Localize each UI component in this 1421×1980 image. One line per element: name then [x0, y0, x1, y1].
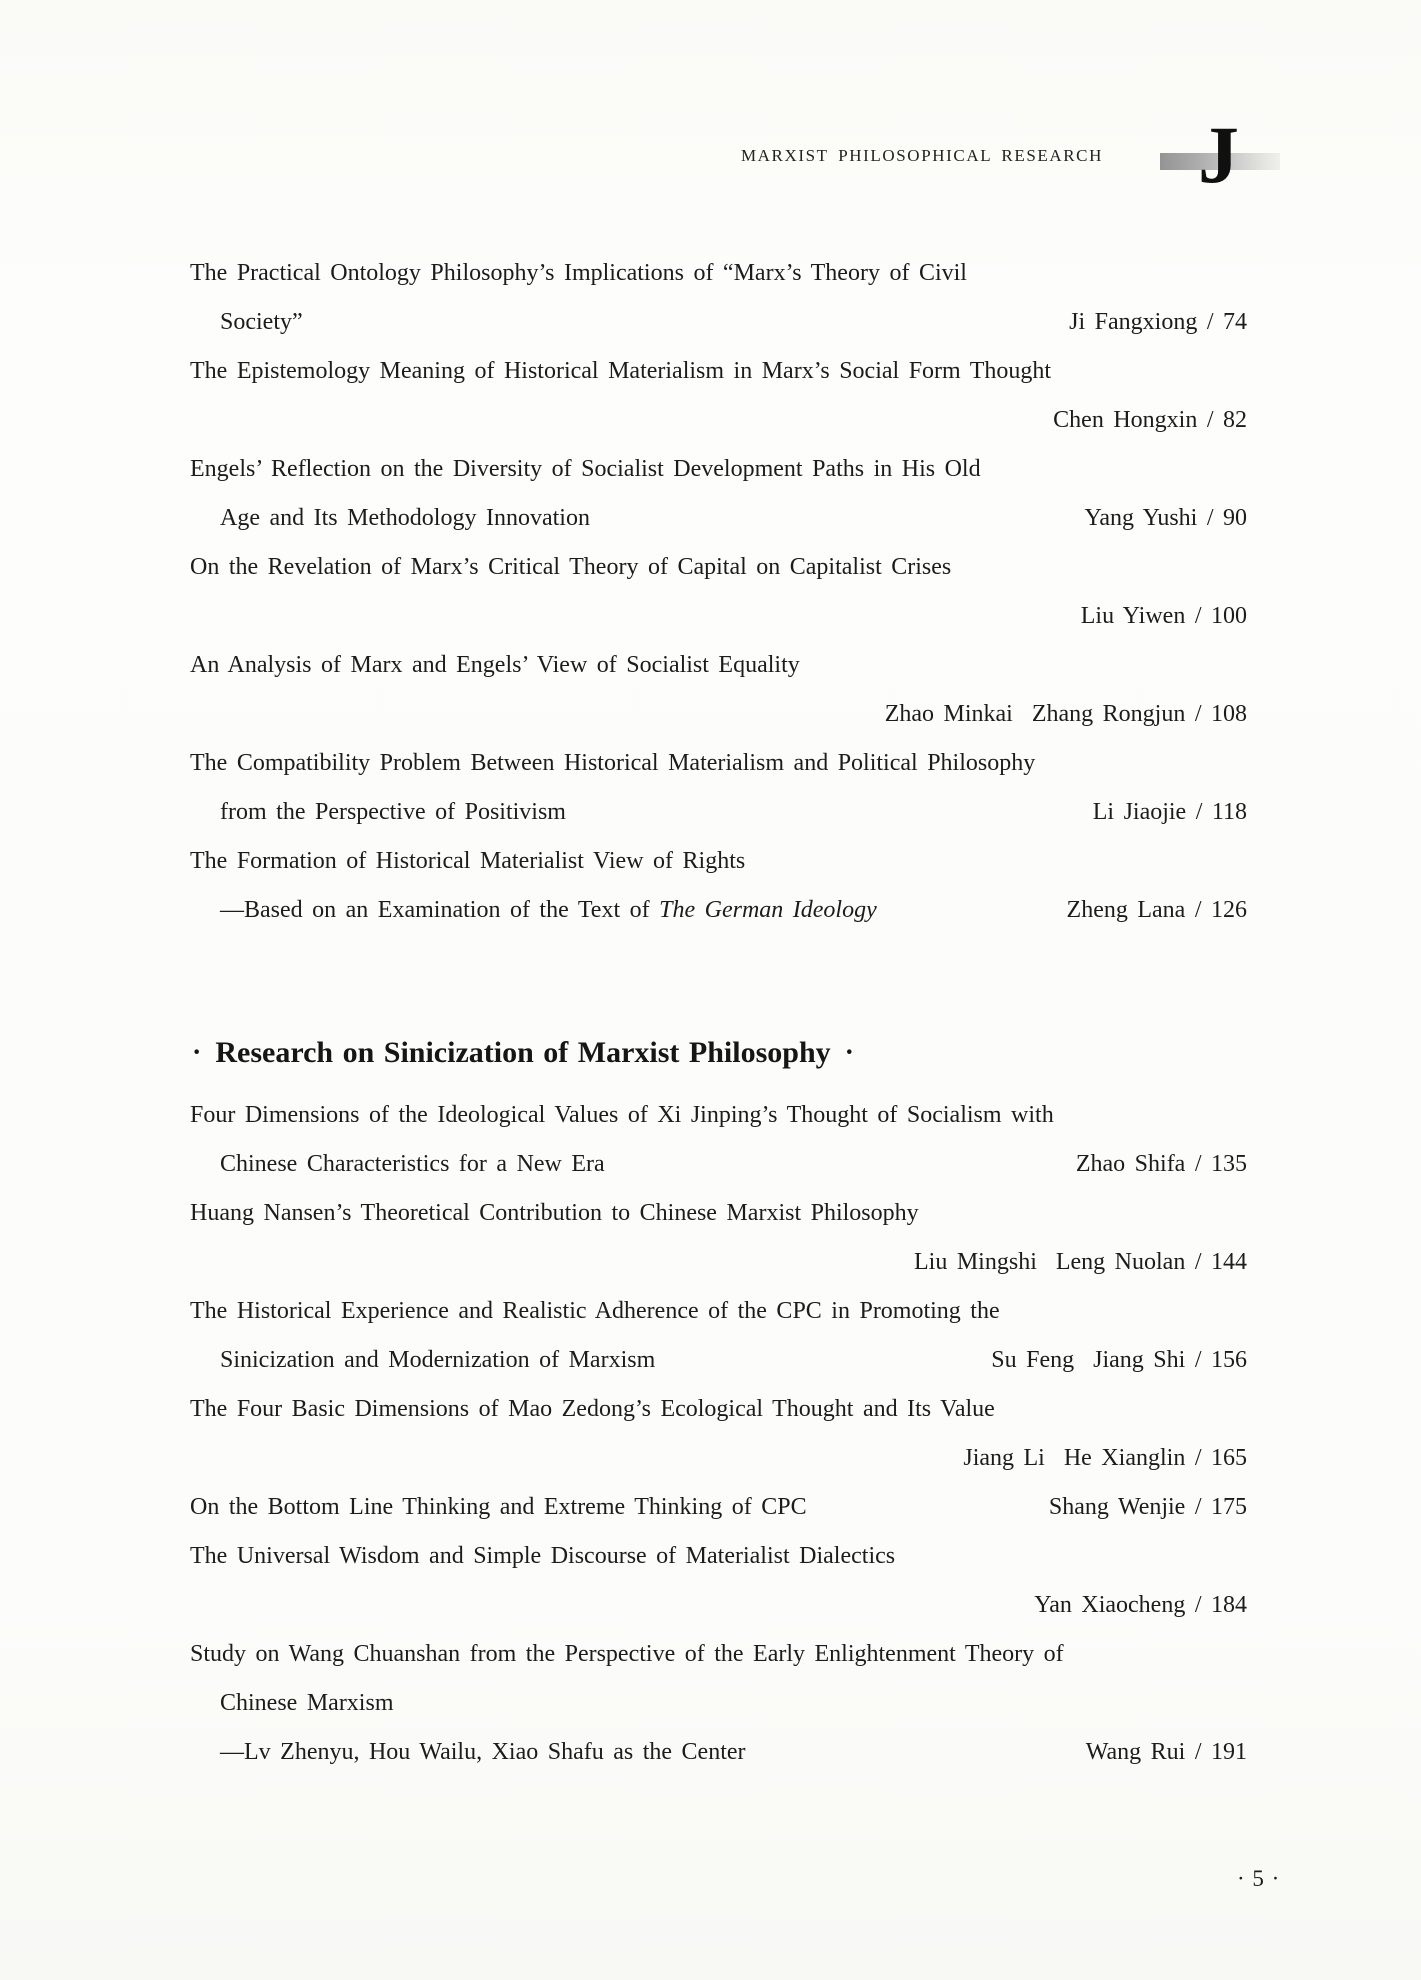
entry-author: Chen Hongxin / 82 — [1053, 407, 1247, 433]
entry-title-text: An Analysis of Marx and Engels’ View of Socialist Equality — [190, 652, 800, 678]
entry-author: Ji Fangxiong / 74 — [1069, 309, 1247, 335]
toc-entry — [190, 249, 1247, 347]
toc-entry — [190, 347, 1247, 445]
entry-title-text: Study on Wang Chuanshan from the Perspective of the Early Enlightenment Theory of — [190, 1641, 1064, 1667]
logo-letter: J — [1198, 109, 1239, 200]
entry-author: Yang Yushi / 90 — [1084, 505, 1247, 531]
entry-title-text: The Universal Wisdom and Simple Discourse of Materialist Dialectics — [190, 1543, 896, 1569]
toc-entry — [190, 1483, 1247, 1532]
toc-line — [190, 1385, 1247, 1434]
toc-entry — [190, 445, 1247, 543]
toc-entry — [190, 543, 1247, 641]
toc-line — [190, 445, 1247, 494]
toc-line — [190, 1630, 1247, 1679]
entry-title-text: Engels’ Reflection on the Diversity of Socialist Development Paths in His Old — [190, 456, 981, 482]
entry-author: Yan Xiaocheng / 184 — [1034, 1592, 1247, 1618]
entry-author: Liu Mingshi Leng Nuolan / 144 — [914, 1249, 1247, 1275]
toc-line — [190, 1581, 1247, 1630]
entry-title-text: The Epistemology Meaning of Historical Materialism in Marx’s Social Form Thought — [190, 358, 1052, 384]
toc-line — [190, 298, 1247, 347]
entry-title-text: Huang Nansen’s Theoretical Contribution to Chinese Marxist Philosophy — [190, 1200, 919, 1226]
toc-entry — [190, 1287, 1247, 1385]
toc-entry — [190, 1189, 1247, 1287]
toc-line — [190, 739, 1247, 788]
toc-line — [190, 1238, 1247, 1287]
entry-author: Zhao Shifa / 135 — [1075, 1151, 1247, 1177]
toc-line — [190, 249, 1247, 298]
toc-entry — [190, 641, 1247, 739]
toc-entry — [190, 739, 1247, 837]
toc-line — [190, 1679, 1247, 1728]
heading-bullet-right: · — [844, 1037, 854, 1068]
entry-title-text: The Four Basic Dimensions of Mao Zedong’s Ecological Thought and Its Value — [190, 1396, 995, 1422]
entry-title-text: The Historical Experience and Realistic Adherence of the CPC in Promoting the — [190, 1298, 1000, 1324]
entry-author: Zheng Lana / 126 — [1066, 897, 1247, 923]
toc-line — [190, 1140, 1247, 1189]
toc-line — [190, 1483, 1247, 1532]
toc-line — [190, 1091, 1247, 1140]
toc-line — [190, 1434, 1247, 1483]
entry-title-text: The Compatibility Problem Between Historical Materialism and Political Philosophy — [190, 750, 1036, 776]
toc-line — [190, 690, 1247, 739]
toc-line — [190, 1287, 1247, 1336]
entry-title-text: Age and Its Methodology Innovation — [220, 505, 590, 531]
heading-bullet-left: · — [192, 1037, 202, 1068]
toc-entry — [190, 1630, 1247, 1777]
toc-line — [190, 788, 1247, 837]
entry-title-text: Chinese Characteristics for a New Era — [220, 1151, 605, 1177]
toc-line — [190, 1336, 1247, 1385]
toc-section-sinicization — [190, 1091, 1247, 1777]
toc-line — [190, 347, 1247, 396]
entry-title-text: The Formation of Historical Materialist View of Rights — [190, 848, 746, 874]
entry-title-text: Chinese Marxism — [220, 1690, 394, 1716]
entry-author: Jiang Li He Xianglin / 165 — [963, 1445, 1247, 1471]
entry-title-text: The Practical Ontology Philosophy’s Implications of “Marx’s Theory of Civil — [190, 260, 967, 286]
toc-line — [190, 1532, 1247, 1581]
entry-title-text: from the Perspective of Positivism — [220, 799, 566, 825]
entry-author: Shang Wenjie / 175 — [1048, 1494, 1247, 1520]
entry-title-text: Sinicization and Modernization of Marxism — [220, 1347, 656, 1373]
entry-title-text: On the Revelation of Marx’s Critical Theory of Capital on Capitalist Crises — [190, 554, 952, 580]
toc-entry — [190, 837, 1247, 935]
entry-title-text: Society” — [220, 309, 303, 335]
entry-author: Li Jiaojie / 118 — [1092, 799, 1247, 825]
entry-title-text: —Based on an Examination of the Text of — [220, 897, 660, 923]
toc-entry — [190, 1532, 1247, 1630]
toc-line — [190, 1189, 1247, 1238]
entry-author: Su Feng Jiang Shi / 156 — [991, 1347, 1247, 1373]
table-of-contents — [190, 249, 1247, 1777]
toc-line — [190, 1728, 1247, 1777]
entry-title-italic-text: The German Ideology — [659, 897, 877, 923]
toc-line — [190, 592, 1247, 641]
toc-entry — [190, 1091, 1247, 1189]
entry-title-text: Four Dimensions of the Ideological Values of Xi Jinping’s Thought of Socialism with — [190, 1102, 1054, 1128]
toc-line — [190, 641, 1247, 690]
entry-title-text: —Lv Zhenyu, Hou Wailu, Xiao Shafu as the Center — [220, 1739, 746, 1765]
entry-author: Zhao Minkai Zhang Rongjun / 108 — [884, 701, 1247, 727]
toc-line — [190, 837, 1247, 886]
toc-line — [190, 886, 1247, 935]
journal-logo — [1160, 109, 1281, 206]
journal-title: MARXIST PHILOSOPHICAL RESEARCH — [740, 146, 1103, 165]
toc-section-marxist-research — [190, 249, 1247, 935]
page-number: · 5 · — [1237, 1866, 1281, 1891]
toc-line — [190, 543, 1247, 592]
toc-line — [190, 396, 1247, 445]
toc-entry — [190, 1385, 1247, 1483]
toc-line — [190, 494, 1247, 543]
section-heading-sinicization — [190, 1024, 1247, 1082]
entry-author: Liu Yiwen / 100 — [1080, 603, 1247, 629]
entry-author: Wang Rui / 191 — [1085, 1739, 1247, 1765]
entry-title-text: On the Bottom Line Thinking and Extreme Thinking of CPC — [190, 1494, 807, 1520]
section-heading-text: Research on Sinicization of Marxist Philosophy — [215, 1036, 831, 1069]
